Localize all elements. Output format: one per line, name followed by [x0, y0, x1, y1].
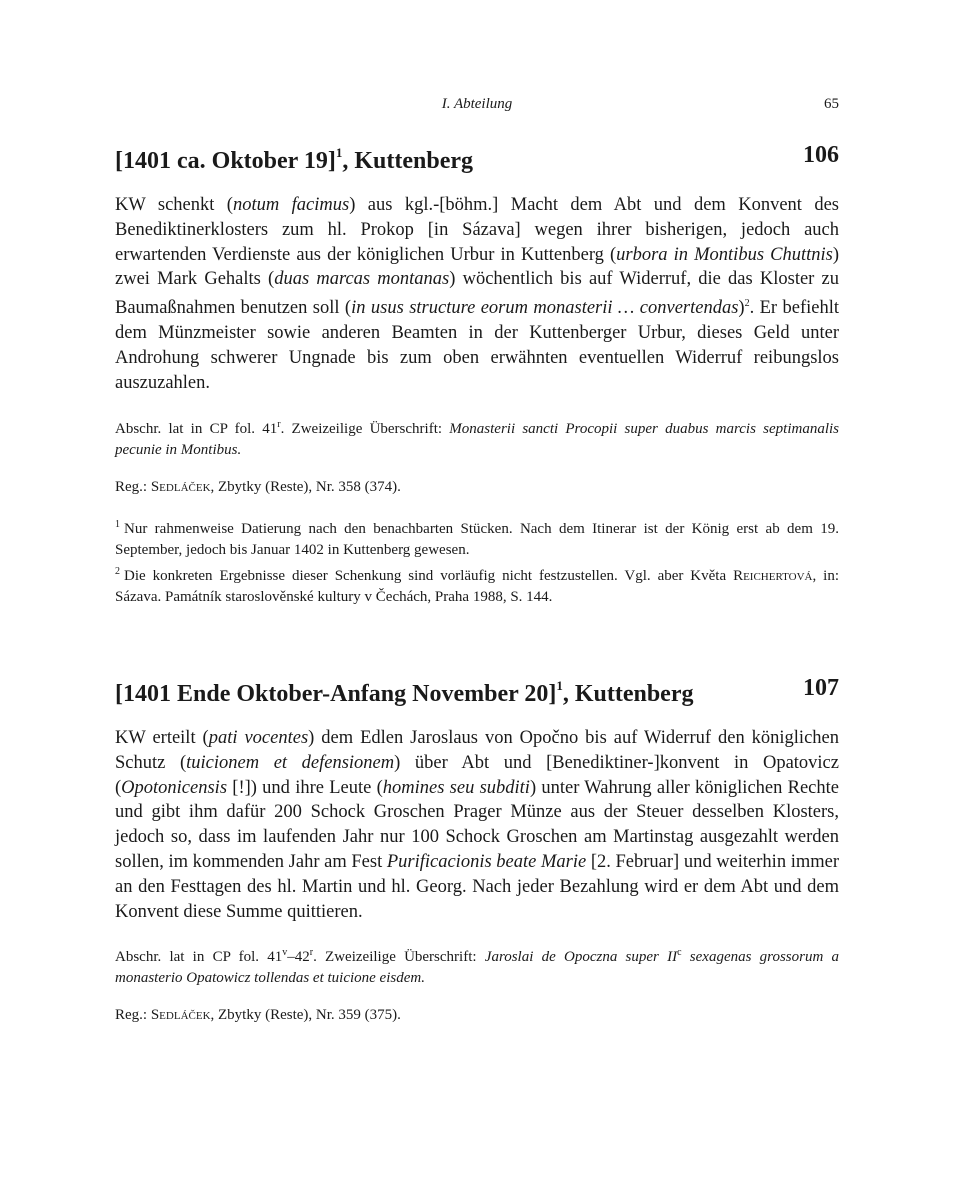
footnote-ref: 1 — [556, 678, 563, 693]
regest-run: ) dem Edlen Jaroslaus von Opočno bis auf Widerruf den königlichen Schutz ( — [115, 728, 839, 773]
latin-quote: Opotonicensis — [121, 777, 228, 798]
footnote — [115, 561, 839, 608]
regest-run: KW erteilt ( — [115, 728, 209, 748]
heading-quote: Jaroslai de Opoczna super II — [484, 949, 678, 966]
regest-run: ) unter Wahrung aller königlichen Rechte und gibt ihm dafür 200 Schock Groschen Prager Münze aus der Steuer desselben Klosters, jedoch so, dass im laufenden Jahr nur 100 Schock Groschen am Martinstag ausgezahlt werden sollen, im kommenden Jahr am Fest — [115, 777, 839, 872]
regest-run: KW schenkt ( — [115, 195, 233, 215]
reg-text: , Zbytky (Reste), Nr. 358 (374). — [210, 478, 401, 495]
numeral-sup: c — [677, 947, 682, 959]
latin-quote: duas marcas montanas — [274, 269, 450, 290]
heading-quote: Monasterii sancti Procopii super duabus marcis septimanalis pecunie in Montibus. — [115, 420, 839, 458]
entry-number: 106 — [803, 142, 839, 168]
footnote-ref: 1 — [335, 145, 343, 160]
entry-date: [1401 Ende Oktober-Anfang November 20] — [115, 681, 557, 707]
page-number: 65 — [824, 96, 839, 112]
source-text: . Zweizeilige Überschrift: — [313, 949, 485, 966]
regest-run: . Er befiehlt dem Münzmeister sowie anderen Beamten in der Kuttenberger Urbur, dieses Geld unter Androhung schwerer Ungnade bis zum oben erwähnten eventuellen Widerruf reibungslos auszuzahlen. — [115, 298, 839, 393]
regest-run: ) — [738, 298, 745, 319]
footnote-ref: 2 — [744, 298, 750, 310]
folio-side: r — [309, 947, 314, 959]
register-note — [115, 1005, 839, 1026]
regest-run: [!]) und ihre Leute ( — [227, 777, 383, 798]
entry-106 — [115, 139, 839, 608]
register-note — [115, 477, 839, 498]
source-text: Abschr. lat in CP fol. 41 — [115, 420, 278, 437]
entry-heading — [115, 139, 839, 174]
latin-quote: in usus structure eorum monasterii … convertendas — [351, 298, 739, 319]
entry-place: , Kuttenberg — [562, 681, 694, 707]
regest-run: [2. Februar] und weiterhin immer an den Festtagen des hl. Martin und hl. Georg. Nach jeder Bezahlung wird er dem Abt und dem Konvent diese Summe quittieren. — [115, 851, 839, 922]
footnote-author: Reichertová — [733, 567, 813, 584]
entry-107 — [115, 672, 839, 1026]
entry-heading — [115, 672, 839, 707]
footnote-text: Nur rahmenweise Datierung nach den benachbarten Stücken. Nach dem Itinerar ist der König erst ab dem 19. September, jedoch bis Januar 1402 in Kuttenberg gewesen. — [115, 520, 839, 558]
regest-run: ) zwei Mark Gehalts ( — [115, 244, 839, 290]
regest-run: ) wöchentlich bis auf Widerruf, die das Kloster zu Baumaßnahmen benutzen soll ( — [115, 269, 839, 319]
footnote-text: , in: Sázava. Památník staroslověnské kultury v Čechách, Praha 1988, S. 144. — [115, 567, 839, 605]
latin-quote: Purificacionis beate Marie — [386, 851, 587, 872]
latin-quote: notum facimus — [232, 195, 350, 215]
footnote-mark: 2 — [115, 565, 120, 577]
entry-date: [1401 ca. Oktober 19] — [115, 148, 336, 174]
folio-side: r — [277, 418, 281, 430]
source-note — [115, 942, 839, 989]
footnote-text: Die konkreten Ergebnisse dieser Schenkung sind vorläufig nicht festzustellen. Vgl. aber Květa — [124, 567, 734, 584]
latin-quote: pati vocentes — [208, 728, 309, 748]
regest-run: ) über Abt und [Benediktiner-]konvent in Opatovicz ( — [115, 752, 839, 798]
footnote-mark: 1 — [115, 518, 120, 530]
source-text: –42 — [287, 949, 310, 966]
reg-text: , Zbytky (Reste), Nr. 359 (375). — [210, 1007, 401, 1024]
reg-author: Sedláček — [150, 478, 211, 495]
footnote — [115, 514, 839, 561]
source-text: Abschr. lat in CP fol. 41 — [115, 949, 283, 966]
entry-number: 107 — [803, 675, 839, 701]
latin-quote: homines seu subditi — [382, 777, 530, 798]
regest-run: ) aus kgl.-[böhm.] Macht dem Abt und dem Konvent des Benediktinerklosters zum hl. Prokop [in Sázava] wegen ihrer bisherigen, jedoch auch erwartenden Verdienste aus der königlichen Urbur in Kuttenberg ( — [115, 195, 839, 265]
reg-label: Reg.: — [115, 478, 151, 495]
source-text: . Zweizeilige Überschrift: — [280, 420, 450, 437]
footnotes — [115, 514, 839, 608]
source-note — [115, 414, 839, 461]
regest-text — [115, 193, 839, 396]
entry-title — [115, 139, 473, 177]
latin-quote: tuicionem et defensionem — [186, 752, 395, 773]
reg-label: Reg.: — [115, 1007, 151, 1024]
entry-title — [115, 672, 693, 710]
running-title: I. Abteilung — [441, 96, 513, 112]
running-header — [115, 92, 839, 116]
latin-quote: urbora in Montibus Chuttnis — [616, 244, 833, 265]
folio-side: v — [282, 947, 288, 959]
reg-author: Sedláček — [150, 1007, 211, 1024]
heading-quote: sexagenas grossorum a monasterio Opatowicz tollendas et tuicione eisdem. — [115, 949, 840, 987]
regest-text — [115, 726, 839, 924]
entry-place: , Kuttenberg — [342, 148, 474, 174]
